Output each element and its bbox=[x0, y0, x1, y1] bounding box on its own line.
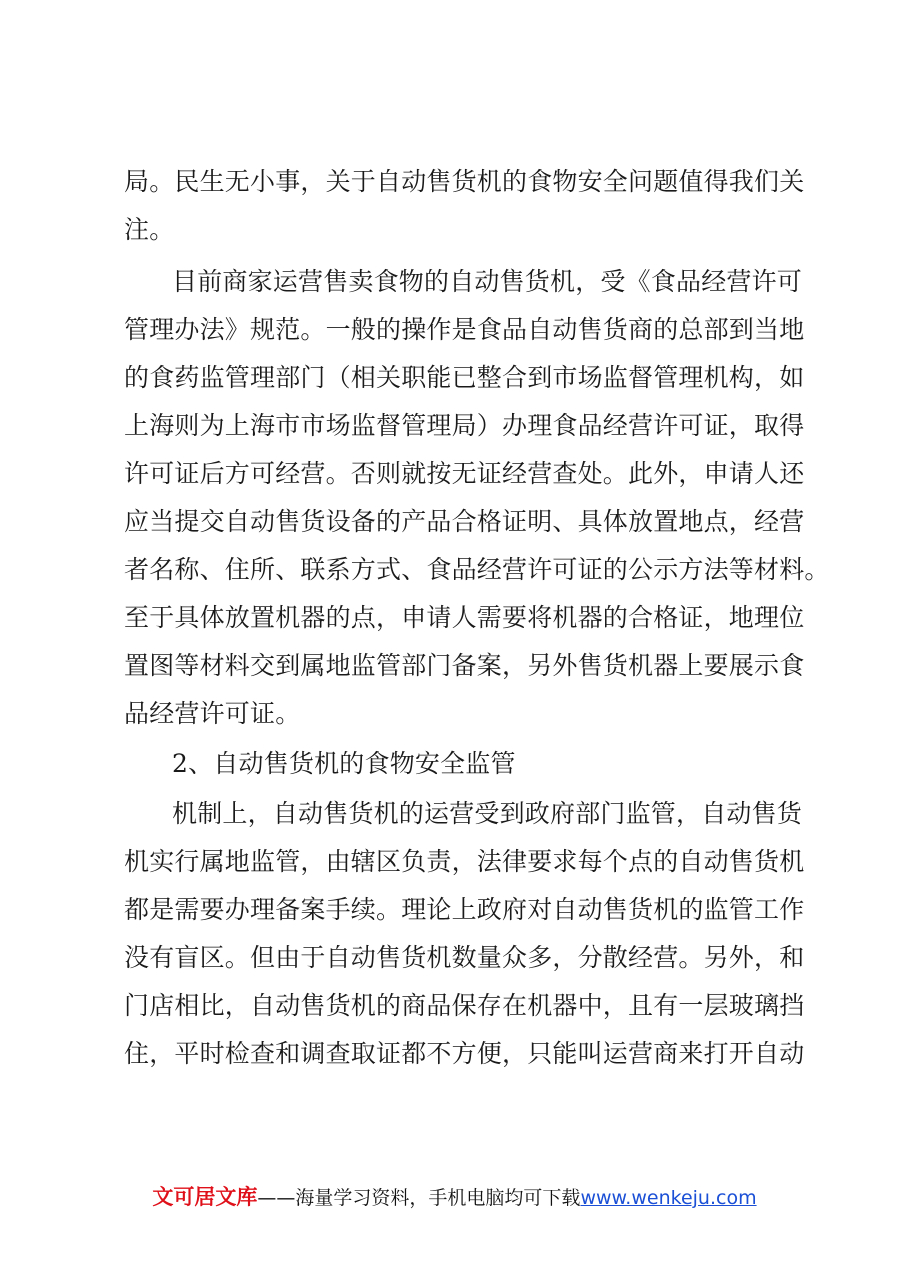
text-line: 的食药监管理部门（相关职能已整合到市场监督管理机构，如 bbox=[124, 363, 805, 392]
website-link[interactable]: www.wenkeju.com bbox=[580, 1187, 757, 1209]
text-line: 机实行属地监管，由辖区负责，法律要求每个点的自动售货机 bbox=[124, 847, 805, 876]
text-line: 至于具体放置机器的点，申请人需要将机器的合格证，地理位 bbox=[124, 603, 805, 632]
text-line: 门店相比，自动售货机的商品保存在机器中，且有一层玻璃挡 bbox=[124, 991, 805, 1020]
text-line: 上海则为上海市市场监督管理局）办理食品经营许可证，取得 bbox=[124, 411, 805, 440]
text-line: 注。 bbox=[124, 215, 175, 244]
text-line: 目前商家运营售卖食物的自动售货机，受《食品经营许可 bbox=[172, 267, 803, 296]
text-line: 应当提交自动售货设备的产品合格证明、具体放置地点，经营 bbox=[124, 507, 805, 536]
text-line: 许可证后方可经营。否则就按无证经营查处。此外，申请人还 bbox=[124, 459, 805, 488]
text-line: 管理办法》规范。一般的操作是食品自动售货商的总部到当地 bbox=[124, 315, 805, 344]
text-line: 置图等材料交到属地监管部门备案，另外售货机器上要展示食 bbox=[124, 651, 805, 680]
footer-slogan: ——海量学习资料，手机电脑均可下载 bbox=[257, 1187, 581, 1209]
text-line: 者名称、住所、联系方式、食品经营许可证的公示方法等材料。 bbox=[124, 555, 830, 584]
text-line: 局。民生无小事，关于自动售货机的食物安全问题值得我们关 bbox=[124, 167, 805, 196]
brand-name: 文可居文库 bbox=[152, 1185, 258, 1209]
text-line: 没有盲区。但由于自动售货机数量众多，分散经营。另外，和 bbox=[124, 943, 805, 972]
text-line: 机制上，自动售货机的运营受到政府部门监管，自动售货 bbox=[172, 799, 803, 828]
section-heading: 2、自动售货机的食物安全监管 bbox=[172, 749, 516, 778]
page-footer bbox=[0, 1182, 909, 1213]
text-line: 住，平时检查和调查取证都不方便，只能叫运营商来打开自动 bbox=[124, 1039, 805, 1068]
text-line: 品经营许可证。 bbox=[124, 699, 301, 728]
text-line: 都是需要办理备案手续。理论上政府对自动售货机的监管工作 bbox=[124, 895, 805, 924]
